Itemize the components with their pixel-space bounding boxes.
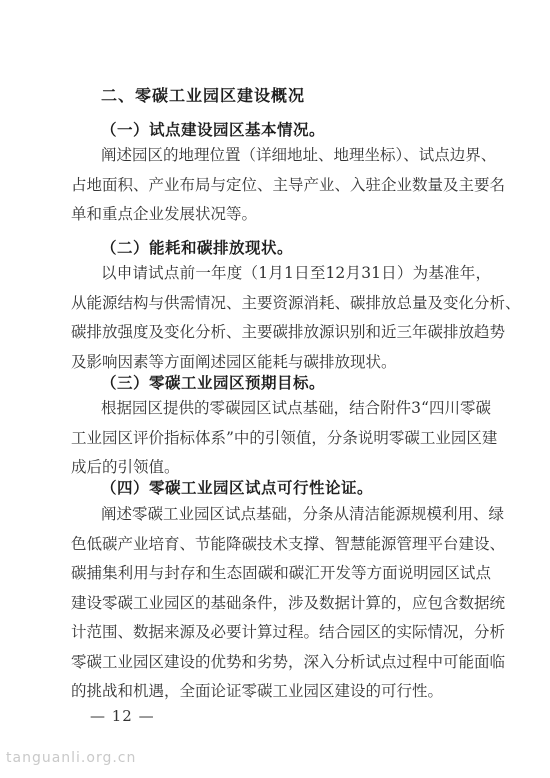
paragraph-line: 占地面积、产业布局与定位、主导产业、入驻企业数量及主要名	[71, 175, 506, 194]
paragraph-line: 成后的引领值。	[71, 458, 180, 476]
section-heading: 二、零碳工业园区建设概况	[101, 86, 306, 105]
page-number: — 12 —	[90, 707, 155, 725]
paragraph-line: 单和重点企业发展状况等。	[71, 205, 258, 223]
subsection-title-1: （一）试点建设园区基本情况。	[101, 120, 326, 139]
paragraph-3	[71, 394, 498, 483]
paragraph-line: 建设零碳工业园区的基础条件，涉及数据计算的，应包含数据统	[71, 593, 506, 612]
paragraph-2	[71, 259, 521, 377]
watermark: tanguanli.org.cn	[6, 750, 137, 766]
paragraph-line: 以申请试点前一年度（1月1日至12月31日）为基准年，	[101, 264, 491, 282]
paragraph-line: 色低碳产业培育、节能降碳技术支撑、智慧能源管理平台建设、	[71, 534, 506, 553]
paragraph-line: 根据园区提供的零碳园区试点基础，结合附件3“四川零碳	[101, 399, 491, 417]
paragraph-line: 零碳工业园区建设的优势和劣势，深入分析试点过程中可能面临	[71, 652, 506, 671]
paragraph-line: 及影响因素等方面阐述园区能耗与碳排放现状。	[71, 352, 397, 371]
paragraph-line: 工业园区评价指标体系”中的引领值，分条说明零碳工业园区建	[71, 428, 498, 447]
paragraph-line: 阐述园区的地理位置（详细地址、地理坐标）、试点边界、	[101, 146, 497, 164]
subsection-title-3: （三）零碳工业园区预期目标。	[101, 373, 326, 392]
paragraph-line: 阐述零碳工业园区试点基础，分条从清洁能源规模利用、绿	[101, 505, 505, 523]
paragraph-line: 计范围、数据来源及必要计算过程。结合园区的实际情况，分析	[71, 623, 506, 641]
paragraph-line: 碳排放强度及变化分析、主要碳排放源识别和近三年碳排放趋势	[71, 323, 506, 341]
paragraph-4	[71, 500, 506, 707]
subsection-title-2: （二）能耗和碳排放现状。	[101, 238, 294, 257]
subsection-title-4: （四）零碳工业园区试点可行性论证。	[101, 478, 374, 497]
paragraph-1	[71, 141, 506, 230]
paragraph-line: 碳捕集利用与封存和生态固碳和碳汇开发等方面说明园区试点	[71, 564, 491, 582]
paragraph-line: 从能源结构与供需情况、主要资源消耗、碳排放总量及变化分析、	[71, 293, 521, 312]
paragraph-line: 的挑战和机遇，全面论证零碳工业园区建设的可行性。	[71, 682, 444, 700]
